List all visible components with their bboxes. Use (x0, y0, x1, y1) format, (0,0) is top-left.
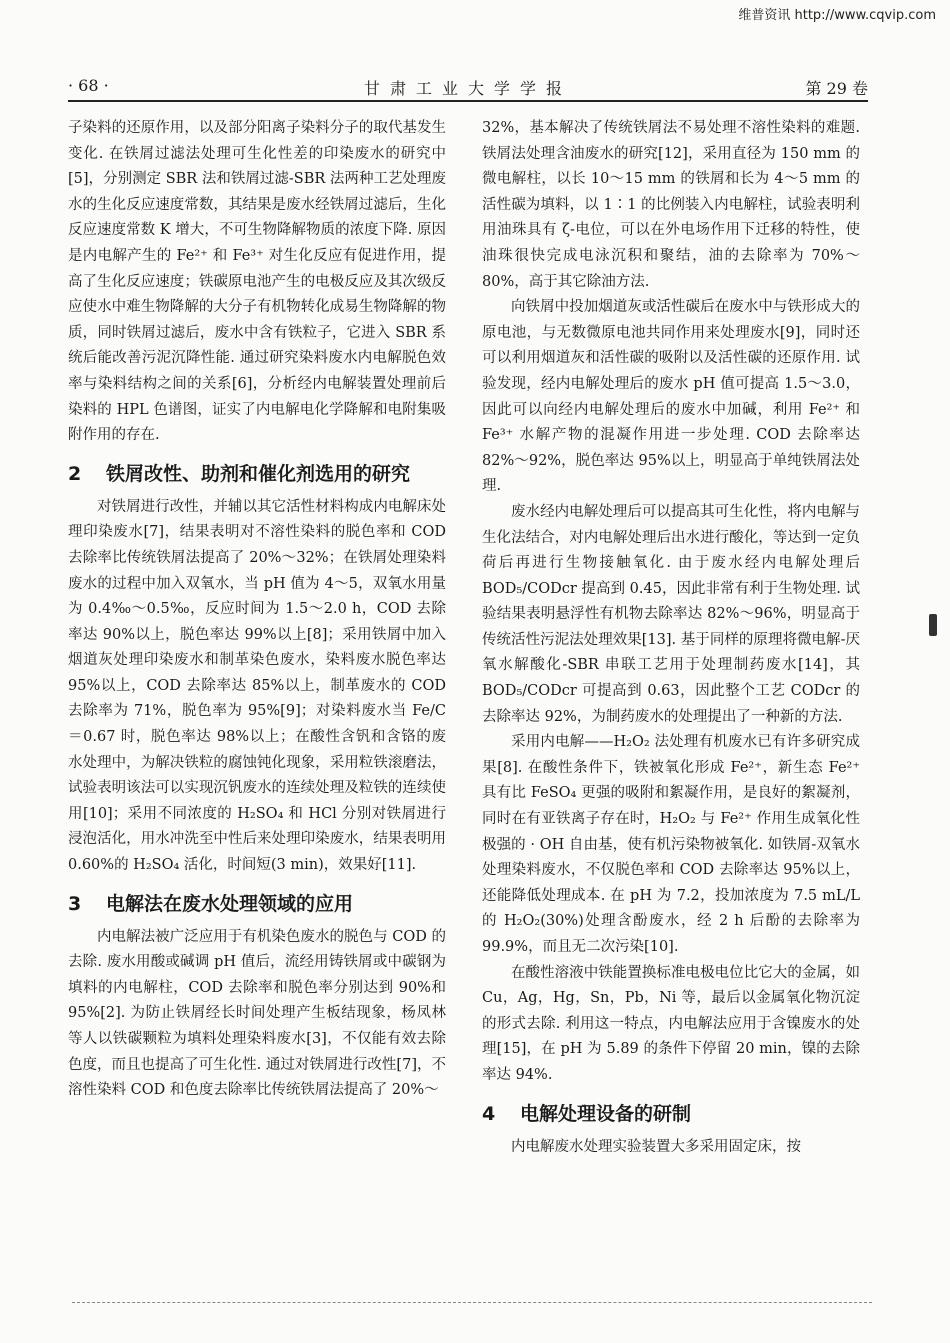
page-number: · 68 · (68, 76, 109, 95)
paragraph: 对铁屑进行改性，并辅以其它活性材料构成内电解床处理印染废水[7]，结果表明对不溶性染料的脱色率和 COD 去除率比传统铁屑法提高了 20%～32%；在铁屑处理染料废水的过程中加入双氧水，当 pH 值为 4～5，双氧水用量为 0.4‰～0.5‰，反应时间为 1.5～2.0 h，COD 去除率达 90%以上，脱色率达 99%以上[8]；采用铁屑中加入烟道灰处理印染废水和制革染色废水，染料废水脱色率达 95%以上，COD 去除率达 85%以上，制革废水的 COD 去除率为 71%，脱色率为 95%[9]；对染料废水当 Fe/C＝0.67 时，脱色率达 98%以上；在酸性含钒和含铬的废水处理中，为解决铁粒的腐蚀钝化现象，采用粒铁滚磨法，试验表明该法可以实现沉钒废水的连续处理及粒铁的连续使用[10]；采用不同浓度的 H₂SO₄ 和 HCl 分别对铁屑进行浸泡活化，用水冲洗至中性后来处理印染废水，结果表明用 0.60%的 H₂SO₄ 活化，时间短(3 min)，效果好[11]. (68, 498, 446, 874)
watermark: 维普资讯 http://www.cqvip.com (738, 8, 936, 23)
paragraph: 采用内电解——H₂O₂ 法处理有机废水已有许多研究成果[8]. 在酸性条件下，铁被氧化形成 Fe²⁺，新生态 Fe²⁺ 具有比 FeSO₄ 更强的吸附和絮凝作用，是良好的絮凝剂，同时在有亚铁离子存在时，H₂O₂ 与 Fe²⁺ 作用生成氧化性极强的 · OH 自由基，使有机污染物被氧化. 如铁屑-双氧水处理染料废水，不仅脱色率和 COD 去除率达 95%以上，还能降低处理成本. 在 pH 为 7.2，投加浓度为 7.5 mL/L 的 H₂O₂(30%)处理含酚废水，经 2 h 后酚的去除率为 99.9%，而且无二次污染[10]. (482, 734, 860, 955)
paragraph: 子染料的还原作用，以及部分阳离子染料分子的取代基发生变化. 在铁屑过滤法处理可生化性差的印染废水的研究中[5]，分别测定 SBR 法和铁屑过滤-SBR 法两种工艺处理废水的生化反应速度常数，其结果是废水经铁屑过滤后，生化反应速度常数 K 增大，不可生物降解物质的浓度下降. 原因是内电解产生的 Fe²⁺ 和 Fe³⁺ 对生化反应有促进作用，提高了生化反应速度；铁碳原电池产生的电极反应及其次级反应使水中难生物降解的大分子有机物转化成易生物降解的物质，同时铁屑过滤后，废水中含有铁粒子，它进入 SBR 系统后能改善污泥沉降性能. 通过研究染料废水内电解脱色效率与染料结构之间的关系[6]，分析经内电解装置处理前后染料的 HPL 色谱图，证实了内电解电化学降解和电附集吸附作用的存在. (68, 120, 446, 444)
section-title: 电解处理设备的研制 (520, 1102, 692, 1125)
paragraph: 在酸性溶液中铁能置换标准电极电位比它大的金属，如 Cu，Ag，Hg，Sn，Pb，Ni 等，最后以金属氧化物沉淀的形式去除. 利用这一特点，内电解法应用于含镍废水的处理[15]，在 pH 为 5.89 的条件下停留 20 min，镍的去除率达 94%. (482, 964, 860, 1083)
page-footer-rule (72, 1302, 872, 1303)
scan-margin-mark (929, 614, 937, 636)
section-heading-2 (68, 459, 446, 489)
right-column (482, 116, 860, 1160)
section-heading-4 (482, 1099, 860, 1129)
journal-title: 甘肃工业大学学报 (363, 79, 572, 98)
section-number: 2 (68, 462, 82, 485)
left-column (68, 116, 446, 1104)
paragraph: 内电解废水处理实验装置大多采用固定床，按 (511, 1138, 801, 1155)
section-title: 铁屑改性、助剂和催化剂选用的研究 (106, 462, 411, 485)
page-header (68, 74, 868, 102)
section-number: 3 (68, 892, 82, 915)
paragraph: 内电解法被广泛应用于有机染色废水的脱色与 COD 的去除. 废水用酸或碱调 pH 值后，流经用铸铁屑或中碳钢为填料的内电解柱，COD 去除率和脱色率分别达到 90%和 95%[2]. 为防止铁屑经长时间处理产生板结现象，杨凤林等人以铁碳颗粒为填料处理染料废水[3]，不仅能有效去除色度，而且也提高了可生化性. 通过对铁屑进行改性[7]，不溶性染料 COD 和色度去除率比传统铁屑法提高了 20%～ (68, 928, 446, 1099)
paragraph: 向铁屑中投加烟道灰或活性碳后在废水中与铁形成大的原电池，与无数微原电池共同作用来处理废水[9]，同时还可以利用烟道灰和活性碳的吸附以及活性碳的还原作用. 试验发现，经内电解处理后的废水 pH 值可提高 1.5～3.0，因此可以向经内电解处理后的废水中加碱，利用 Fe²⁺ 和 Fe³⁺ 水解产物的混凝作用进一步处理. COD 去除率达 82%～92%，脱色率达 95%以上，明显高于单纯铁屑法处理. (482, 299, 860, 495)
paragraph: 32%，基本解决了传统铁屑法不易处理不溶性染料的难题. 铁屑法处理含油废水的研究[12]，采用直径为 150 mm 的微电解柱，以长 10～15 mm 的铁屑和长为 4～5 mm 的活性碳为填料，以 1∶1 的比例装入内电解柱，试验表明利用油珠具有 ζ-电位，可以在外电场作用下迁移的特性，使油珠很快完成电泳沉积和聚结，油的去除率为 70%～80%，高于其它除油方法. (482, 120, 860, 290)
section-number: 4 (482, 1102, 496, 1125)
paragraph: 废水经内电解处理后可以提高其可生化性，将内电解与生化法结合，对内电解处理后出水进行酸化，等达到一定负荷后再进行生物接触氧化. 由于废水经内电解处理后 BOD₅/CODcr 提高到 0.45，因此非常有利于生物处理. 试验结果表明悬浮性有机物去除率达 82%～96%，明显高于传统活性污泥法处理效果[13]. 基于同样的原理将微电解-厌氧水解酸化-SBR 串联工艺用于处理制药废水[14]，其 BOD₅/CODcr 可提高到 0.63，因此整个工艺 CODcr 的去除率达 92%，为制药废水的处理提出了一种新的方法. (482, 503, 860, 725)
section-heading-3 (68, 889, 446, 919)
volume-label: 第 29 卷 (805, 79, 868, 98)
section-title: 电解法在废水处理领域的应用 (106, 892, 354, 915)
